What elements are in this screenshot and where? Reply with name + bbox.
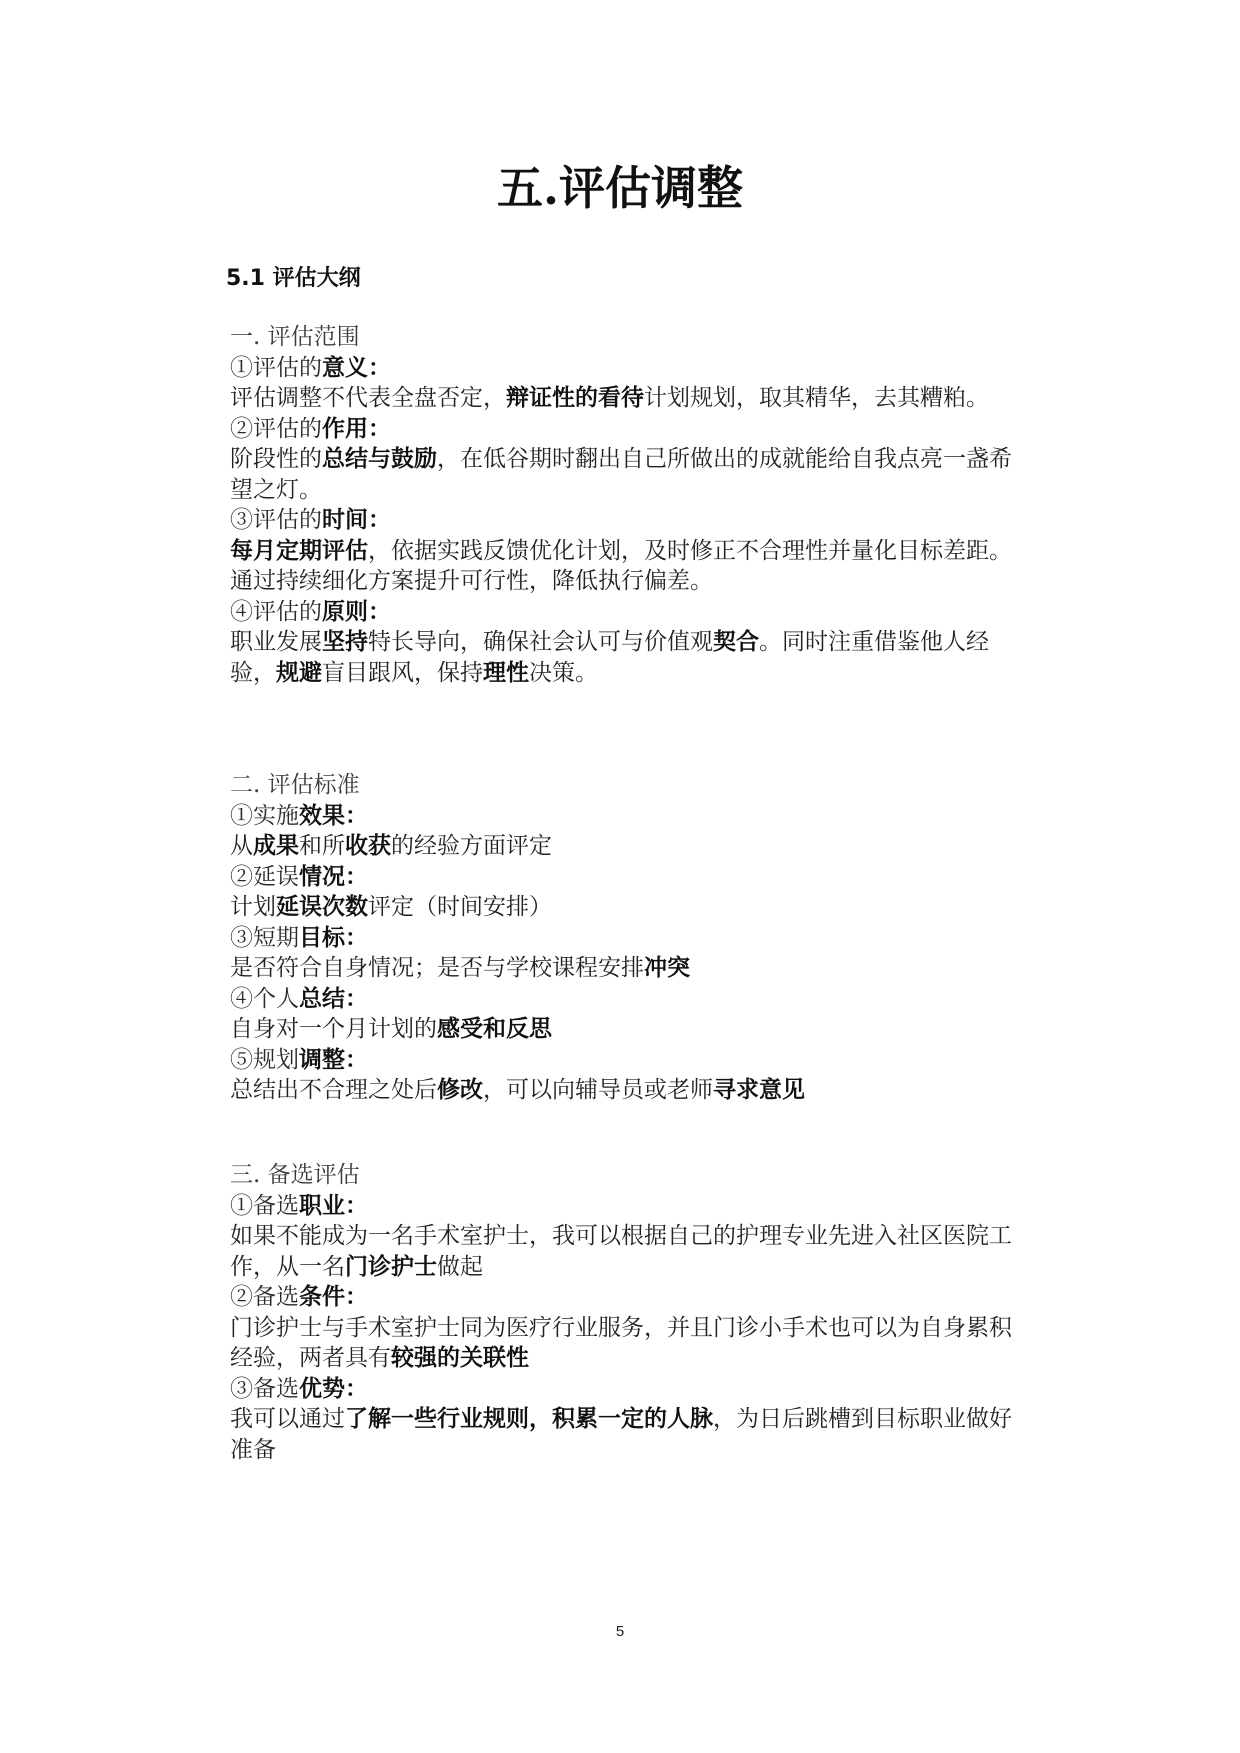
bold-text: 总结： xyxy=(299,984,368,1012)
item-body xyxy=(230,1014,1020,1045)
outline-heading: 三. 备选评估 xyxy=(230,1162,360,1188)
text-run: 。同时注重借鉴他人经验， xyxy=(230,629,989,686)
item-label xyxy=(230,353,1020,384)
section-heading: 5.1 评估大纲 xyxy=(226,266,361,291)
item-label xyxy=(230,1045,1020,1076)
item-body xyxy=(230,383,1020,414)
item-label xyxy=(230,984,1020,1015)
item-body xyxy=(230,444,1020,505)
item-label xyxy=(230,801,1020,832)
text-run: 做起 xyxy=(437,1253,483,1280)
item-body xyxy=(230,536,1020,597)
item-body xyxy=(230,953,1020,984)
bold-text: 时间： xyxy=(322,506,391,533)
text-run: 决策。 xyxy=(529,659,598,686)
text-run: ④个人 xyxy=(230,985,299,1012)
bold-text: 情况： xyxy=(299,862,368,890)
bold-text: 规避 xyxy=(276,658,322,686)
alternative-evaluation-block xyxy=(230,1160,1020,1465)
text-run: 评估调整不代表全盘否定， xyxy=(230,385,506,411)
text-run: 盲目跟风，保持 xyxy=(322,659,483,686)
bold-text: 冲突 xyxy=(644,954,690,981)
bold-text: 修改 xyxy=(437,1076,483,1103)
item-body xyxy=(230,892,1020,923)
item-body xyxy=(230,627,1020,688)
bold-text: 了解一些行业规则，积累一定的人脉 xyxy=(345,1405,713,1432)
text-run: 和所 xyxy=(299,833,345,859)
text-run: ①评估的 xyxy=(230,354,322,381)
bold-text: 感受和反思 xyxy=(437,1015,552,1042)
bold-text: 优势： xyxy=(299,1374,368,1402)
bold-text: 门诊护士 xyxy=(345,1252,437,1280)
item-label xyxy=(230,597,1020,628)
text-run: 职业发展 xyxy=(230,629,322,655)
item-label xyxy=(230,414,1020,445)
text-run: ，可以向辅导员或老师 xyxy=(483,1077,713,1103)
bold-text: 坚持 xyxy=(322,628,368,655)
item-label xyxy=(230,1191,1020,1222)
item-label xyxy=(230,1374,1020,1405)
item-body xyxy=(230,1075,1020,1106)
outline-heading: 一. 评估范围 xyxy=(230,324,360,350)
evaluation-criteria-block xyxy=(230,770,1020,1106)
bold-text: 原则： xyxy=(322,597,391,625)
text-run: ，依据实践反馈优化计划，及时修正不合理性并量化目标差距。通过持续细化方案提升可行性，降低执行偏差。 xyxy=(230,537,1012,594)
page-title: 五.评估调整 xyxy=(496,161,743,215)
text-run: ②评估的 xyxy=(230,415,322,442)
text-run: 计划规划，取其精华，去其糟粕。 xyxy=(644,385,989,411)
text-run: ②延误 xyxy=(230,863,299,890)
item-label xyxy=(230,923,1020,954)
text-run: 是否符合自身情况；是否与学校课程安排 xyxy=(230,955,644,981)
bold-text: 寻求意见 xyxy=(713,1076,805,1103)
text-run: 阶段性的 xyxy=(230,446,322,472)
bold-text: 较强的关联性 xyxy=(391,1344,529,1371)
text-run: 特长导向，确保社会认可与价值观 xyxy=(368,629,713,655)
outline-heading: 二. 评估标准 xyxy=(230,772,360,798)
bold-text: 辩证性的看待 xyxy=(506,384,644,411)
item-body xyxy=(230,1221,1020,1282)
text-run: 自身对一个月计划的 xyxy=(230,1016,437,1042)
item-label xyxy=(230,1282,1020,1313)
text-run: ①备选 xyxy=(230,1192,299,1219)
item-label xyxy=(230,862,1020,893)
text-run: 门诊护士与手术室护士同为医疗行业服务，并且门诊小手术也可以为自身累积经验，两者具有 xyxy=(230,1314,1012,1371)
text-run: ③备选 xyxy=(230,1375,299,1402)
text-run: 从 xyxy=(230,833,253,859)
text-run: ③评估的 xyxy=(230,507,322,533)
item-body xyxy=(230,1404,1020,1465)
page-number: 5 xyxy=(615,1623,625,1640)
text-run: 评定（时间安排） xyxy=(368,894,552,920)
bold-text: 意义： xyxy=(322,353,391,381)
bold-text: 职业： xyxy=(299,1191,368,1219)
text-run: ，为日后跳槽到目标职业做好准备 xyxy=(230,1406,1012,1463)
bold-text: 作用： xyxy=(322,414,391,442)
bold-text: 理性 xyxy=(483,658,529,686)
text-run: 我可以通过 xyxy=(230,1406,345,1432)
bold-text: 契合 xyxy=(713,628,759,655)
item-body xyxy=(230,1313,1020,1374)
bold-text: 收获 xyxy=(345,832,391,859)
text-run: ⑤规划 xyxy=(230,1046,299,1073)
bold-text: 成果 xyxy=(253,832,299,859)
bold-text: 总结与鼓励 xyxy=(322,445,437,472)
bold-text: 每月定期评估 xyxy=(230,536,368,564)
bold-text: 效果： xyxy=(299,801,368,829)
text-run: ，在低谷期时翻出自己所做出的成就能给自我点亮一盏希望之灯。 xyxy=(230,446,1012,503)
text-run: ③短期 xyxy=(230,924,299,951)
text-run: ④评估的 xyxy=(230,598,322,625)
bold-text: 延误次数 xyxy=(276,893,368,920)
text-run: 总结出不合理之处后 xyxy=(230,1077,437,1103)
text-run: 的经验方面评定 xyxy=(391,833,552,859)
text-run: 计划 xyxy=(230,894,276,920)
text-run: ②备选 xyxy=(230,1284,299,1310)
bold-text: 目标： xyxy=(299,923,368,951)
text-run: 如果不能成为一名手术室护士，我可以根据自己的护理专业先进入社区医院工作，从一名 xyxy=(230,1223,1012,1280)
item-label xyxy=(230,505,1020,536)
bold-text: 条件： xyxy=(299,1283,368,1310)
evaluation-scope-block xyxy=(230,322,1020,688)
bold-text: 调整： xyxy=(299,1045,368,1073)
text-run: ①实施 xyxy=(230,802,299,829)
item-body xyxy=(230,831,1020,862)
